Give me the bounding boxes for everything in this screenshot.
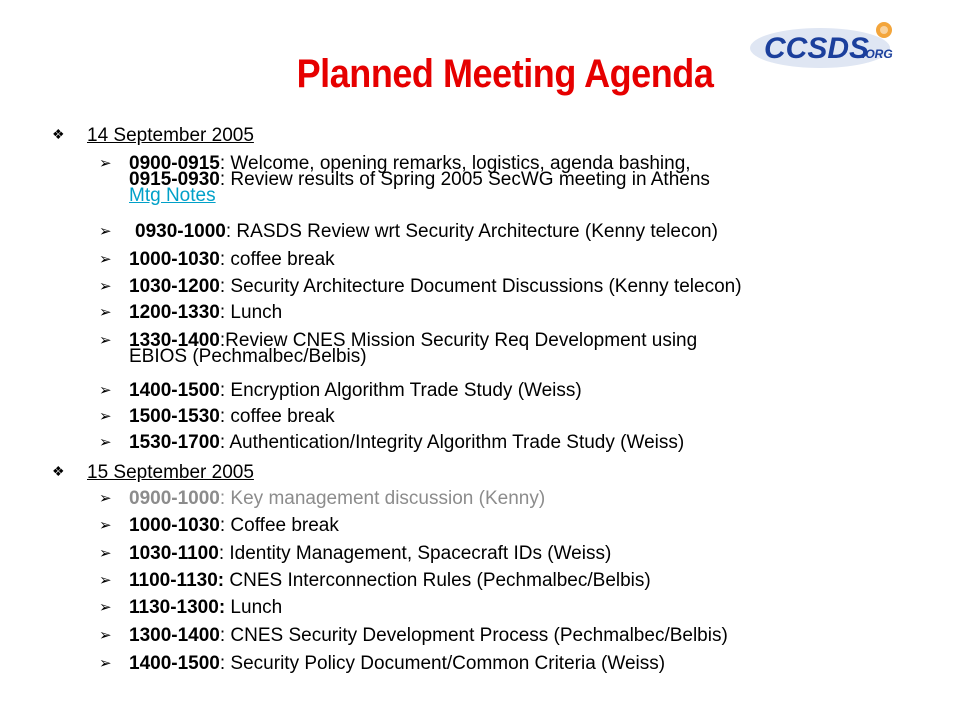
agenda-sep: : (219, 249, 226, 270)
agenda-time: 1130-1300 (129, 597, 219, 618)
agenda-sep: : (219, 432, 226, 453)
agenda-time: 1400-1500 (129, 653, 220, 674)
arrow-bullet-icon: ➢ (99, 278, 112, 295)
arrow-bullet-icon: ➢ (99, 408, 112, 425)
agenda-sep: : (219, 488, 226, 509)
arrow-bullet-icon: ➢ (99, 304, 112, 321)
arrow-bullet-icon: ➢ (99, 223, 112, 240)
agenda-time: 1030-1100 (129, 543, 219, 564)
agenda-text: CNES Interconnection Rules (Pechmalbec/Belbis) (224, 570, 651, 591)
agenda-sep: : (219, 515, 226, 536)
arrow-bullet-icon: ➢ (99, 382, 112, 399)
arrow-bullet-icon: ➢ (99, 332, 112, 349)
agenda-text: RASDS Review wrt Security Architecture (Kenny telecon) (231, 221, 718, 242)
agenda-time: 1400-1500 (129, 380, 220, 401)
arrow-bullet-icon: ➢ (99, 655, 112, 672)
arrow-bullet-icon: ➢ (99, 517, 112, 534)
agenda-text: coffee break (225, 406, 335, 427)
agenda-time: 1100-1130 (129, 570, 218, 591)
mtg-notes-link[interactable]: Mtg Notes (129, 185, 216, 206)
arrow-bullet-icon: ➢ (99, 434, 112, 451)
agenda-text: Lunch (225, 302, 283, 323)
agenda-sep: : (219, 380, 226, 401)
arrow-bullet-icon: ➢ (99, 627, 112, 644)
diamond-bullet-icon: ❖ (52, 126, 65, 142)
agenda-sep: : (219, 153, 226, 174)
agenda-sep: : (218, 543, 225, 564)
agenda-time: 0900-1000 (129, 488, 220, 509)
arrow-bullet-icon: ➢ (99, 490, 112, 507)
arrow-bullet-icon: ➢ (99, 545, 112, 562)
agenda-sep: : (225, 221, 232, 242)
agenda-time: 1200-1330 (129, 302, 220, 323)
agenda-time: 1330-1400 (129, 330, 220, 351)
agenda-time: 0915-0930 (129, 169, 220, 190)
agenda-text: Lunch (225, 597, 283, 618)
svg-text:.ORG: .ORG (862, 47, 893, 61)
day-heading (52, 123, 254, 147)
agenda-sep: : (219, 653, 226, 674)
arrow-bullet-icon: ➢ (99, 155, 112, 172)
agenda-time: 1500-1530 (129, 406, 220, 427)
agenda-text: EBIOS (Pechmalbec/Belbis) (129, 346, 367, 367)
page-title: Planned Meeting Agenda (296, 52, 714, 96)
agenda-sep: : (219, 302, 226, 323)
agenda-text: Security Architecture Document Discussions (Kenny telecon) (225, 276, 742, 297)
arrow-bullet-icon: ➢ (99, 251, 112, 268)
arrow-bullet-icon: ➢ (99, 572, 112, 589)
agenda-text: Welcome, opening remarks, logistics, agenda bashing, (225, 153, 691, 174)
agenda-sep: : (219, 276, 226, 297)
agenda-text: Security Policy Document/Common Criteria (Weiss) (225, 653, 666, 674)
agenda-time: 1530-1700 (129, 432, 220, 453)
agenda-sep: : (219, 625, 226, 646)
agenda-text: CNES Security Development Process (Pechmalbec/Belbis) (225, 625, 728, 646)
agenda-time: 1030-1200 (129, 276, 220, 297)
agenda-sep: : (217, 570, 225, 591)
svg-text:CCSDS: CCSDS (764, 32, 870, 65)
agenda-text: Review results of Spring 2005 SecWG meeting in Athens (225, 169, 710, 190)
day-date: 14 September 2005 (87, 125, 254, 146)
agenda-text: Encryption Algorithm Trade Study (Weiss) (225, 380, 582, 401)
agenda-text: Authentication/Integrity Algorithm Trade Study (Weiss) (225, 432, 685, 453)
agenda-sep: : (219, 406, 226, 427)
agenda-time: 0900-0915 (129, 153, 220, 174)
agenda-time: 0930-1000 (135, 221, 226, 242)
agenda-sep: : (219, 330, 226, 351)
day-date: 15 September 2005 (87, 462, 254, 483)
arrow-bullet-icon: ➢ (99, 599, 112, 616)
agenda-time: 1300-1400 (129, 625, 220, 646)
agenda-sep: : (218, 597, 226, 618)
agenda-time: 1000-1030 (129, 515, 220, 536)
agenda-sep: : (219, 169, 226, 190)
agenda-text: Key management discussion (Kenny) (225, 488, 546, 509)
agenda-text: Coffee break (225, 515, 339, 536)
agenda-text: Identity Management, Spacecraft IDs (Weiss) (224, 543, 612, 564)
agenda-text: coffee break (225, 249, 335, 270)
agenda-time: 1000-1030 (129, 249, 220, 270)
day-heading (52, 460, 254, 484)
diamond-bullet-icon: ❖ (52, 463, 65, 479)
agenda-text: Review CNES Mission Security Req Development using (225, 330, 698, 351)
